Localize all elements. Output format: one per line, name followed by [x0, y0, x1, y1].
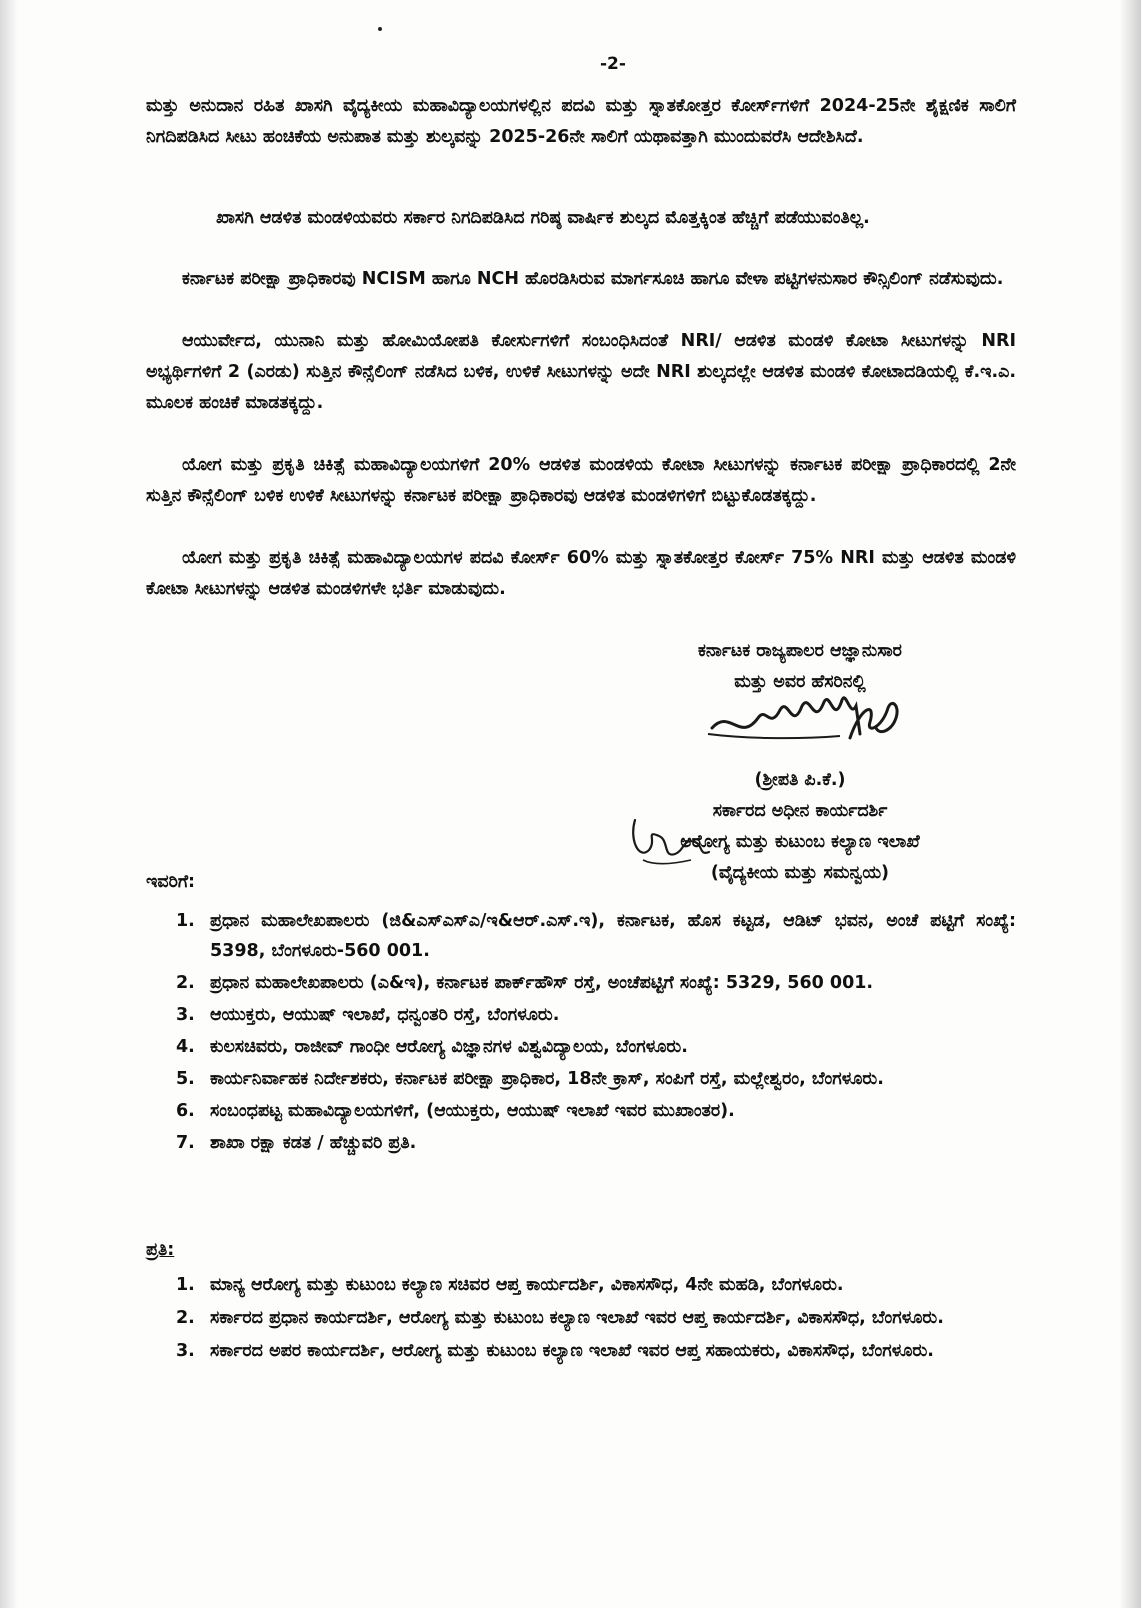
signatory-designation: ಸರ್ಕಾರದ ಅಧೀನ ಕಾರ್ಯದರ್ಶಿ: [712, 801, 888, 821]
copy-item: [176, 1336, 1016, 1366]
item-number: 5.: [176, 1069, 195, 1089]
copy-to-list: [176, 1270, 1016, 1369]
item-text: ಸಂಬಂಧಪಟ್ಟ ಮಹಾವಿದ್ಯಾಲಯಗಳಿಗೆ, (ಆಯುಕ್ತರು, ಆಯುಷ್ ಇಲಾಖೆ ಇವರ ಮುಖಾಂತರ).: [210, 1101, 735, 1121]
item-text: ಶಾಖಾ ರಕ್ಷಾ ಕಡತ / ಹೆಚ್ಚುವರಿ ಪ್ರತಿ.: [210, 1133, 417, 1153]
recipient-item: [176, 968, 1016, 998]
order-line-2: ಮತ್ತು ಅವರ ಹೆಸರಿನಲ್ಲಿ: [734, 672, 866, 692]
page-edge-shadow-right: [1119, 0, 1141, 1608]
paragraph-fee-continuation: ಮತ್ತು ಅನುದಾನ ರಹಿತ ಖಾಸಗಿ ವೈದ್ಯಕೀಯ ಮಹಾವಿದ್ಯಾಲಯಗಳಲ್ಲಿನ ಪದವಿ ಮತ್ತು ಸ್ನಾತಕೋತ್ತರ ಕೋರ್ಸ್‌ಗಳಿಗೆ 2024-25ನೇ ಶೈಕ್ಷಣಿಕ ಸಾಲಿಗೆ ನಿಗದಿಪಡಿಸಿದ ಸೀಟು ಹಂಚಿಕೆಯ ಅನುಪಾತ ಮತ್ತು ಶುಲ್ಕವನ್ನು 2025-26ನೇ ಸಾಲಿಗೆ ಯಥಾವತ್ತಾಗಿ ಮುಂದುವರೆಸಿ ಆದೇಶಿಸಿದೆ.: [146, 96, 1016, 147]
item-number: 7.: [176, 1133, 195, 1153]
item-text: ಸರ್ಕಾರದ ಪ್ರಧಾನ ಕಾರ್ಯದರ್ಶಿ, ಆರೋಗ್ಯ ಮತ್ತು ಕುಟುಂಬ ಕಲ್ಯಾಣ ಇಲಾಖೆ ಇವರ ಆಪ್ತ ಕಾರ್ಯದರ್ಶಿ, ವಿಕಾಸಸೌಧ, ಬೆಂಗಳೂರು.: [210, 1308, 944, 1328]
initials-scribble: [625, 810, 715, 870]
recipient-item: [176, 1096, 1016, 1126]
scan-speck: [378, 27, 382, 31]
item-number: 3.: [176, 1341, 195, 1361]
signatory-section: (ವೈದ್ಯಕೀಯ ಮತ್ತು ಸಮನ್ವಯ): [710, 863, 890, 883]
paragraph-max-fee: ಖಾಸಗಿ ಆಡಳಿತ ಮಂಡಳಿಯವರು ಸರ್ಕಾರ ನಿಗದಿಪಡಿಸಿದ ಗರಿಷ್ಠ ವಾರ್ಷಿಕ ಶುಲ್ಕದ ಮೊತ್ತಕ್ಕಿಂತ ಹೆಚ್ಚಿಗೆ ಪಡೆಯುವಂತಿಲ್ಲ.: [216, 208, 870, 228]
recipient-item: [176, 1064, 1016, 1094]
item-number: 4.: [176, 1037, 195, 1057]
recipient-item: [176, 1032, 1016, 1062]
paragraph-yoga-pg-quota: ಯೋಗ ಮತ್ತು ಪ್ರಕೃತಿ ಚಿಕಿತ್ಸೆ ಮಹಾವಿದ್ಯಾಲಯಗಳ ಪದವಿ ಕೋರ್ಸ್ 60% ಮತ್ತು ಸ್ನಾತಕೋತ್ತರ ಕೋರ್ಸ್ 75% NRI ಮತ್ತು ಆಡಳಿತ ಮಂಡಳಿ ಕೋಟಾ ಸೀಟುಗಳನ್ನು ಆಡಳಿತ ಮಂಡಳಿಗಳೇ ಭರ್ತಿ ಮಾಡುವುದು.: [146, 548, 1016, 599]
recipient-item: [176, 1128, 1016, 1158]
page-number: -2-: [600, 54, 626, 74]
paragraph-nri-seats: ಆಯುರ್ವೇದ, ಯುನಾನಿ ಮತ್ತು ಹೋಮಿಯೋಪತಿ ಕೋರ್ಸುಗಳಿಗೆ ಸಂಬಂಧಿಸಿದಂತೆ NRI/ ಆಡಳಿತ ಮಂಡಳಿ ಕೋಟಾ ಸೀಟುಗಳನ್ನು NRI ಅಭ್ಯರ್ಥಿಗಳಿಗೆ 2 (ಎರಡು) ಸುತ್ತಿನ ಕೌನ್ಸೆಲಿಂಗ್ ನಡೆಸಿದ ಬಳಿಕ, ಉಳಿಕೆ ಸೀಟುಗಳನ್ನು ಅದೇ NRI ಶುಲ್ಕದಲ್ಲೇ ಆಡಳಿತ ಮಂಡಳಿ ಕೋಟಾದಡಿಯಲ್ಲಿ ಕೆ.ಇ.ಎ. ಮೂಲಕ ಹಂಚಿಕೆ ಮಾಡತಕ್ಕದ್ದು.: [146, 331, 1016, 413]
recipients-heading: ಇವರಿಗೆ:: [146, 872, 196, 892]
signatory-name: (ಶ್ರೀಪತಿ ಪಿ.ಕೆ.): [754, 770, 846, 790]
signatory-department: ಆರೋಗ್ಯ ಮತ್ತು ಕುಟುಂಬ ಕಲ್ಯಾಣ ಇಲಾಖೆ: [680, 832, 920, 852]
recipients-list: [176, 906, 1016, 1160]
paragraph-counselling: ಕರ್ನಾಟಕ ಪರೀಕ್ಷಾ ಪ್ರಾಧಿಕಾರವು NCISM ಹಾಗೂ NCH ಹೊರಡಿಸಿರುವ ಮಾರ್ಗಸೂಚಿ ಹಾಗೂ ವೇಳಾ ಪಟ್ಟಿಗಳನುಸಾರ ಕೌನ್ಸಿಲಿಂಗ್ ನಡೆಸುವುದು.: [182, 269, 1004, 289]
item-text: ಸರ್ಕಾರದ ಅಪರ ಕಾರ್ಯದರ್ಶಿ, ಆರೋಗ್ಯ ಮತ್ತು ಕುಟುಂಬ ಕಲ್ಯಾಣ ಇಲಾಖೆ ಇವರ ಆಪ್ತ ಸಹಾಯಕರು, ವಿಕಾಸಸೌಧ, ಬೆಂಗಳೂರು.: [210, 1341, 934, 1361]
item-text: ಕುಲಸಚಿವರು, ರಾಜೀವ್ ಗಾಂಧೀ ಆರೋಗ್ಯ ವಿಜ್ಞಾನಗಳ ವಿಶ್ವವಿದ್ಯಾಲಯ, ಬೆಂಗಳೂರು.: [210, 1037, 688, 1057]
item-number: 2.: [176, 973, 195, 993]
item-number: 2.: [176, 1308, 195, 1328]
copy-to-heading: ಪ್ರತಿ:: [146, 1240, 175, 1260]
paragraph-yoga-management-quota: ಯೋಗ ಮತ್ತು ಪ್ರಕೃತಿ ಚಿಕಿತ್ಸೆ ಮಹಾವಿದ್ಯಾಲಯಗಳಿಗೆ 20% ಆಡಳಿತ ಮಂಡಳಿಯ ಕೋಟಾ ಸೀಟುಗಳನ್ನು ಕರ್ನಾಟಕ ಪರೀಕ್ಷಾ ಪ್ರಾಧಿಕಾರದಲ್ಲಿ 2ನೇ ಸುತ್ತಿನ ಕೌನ್ಸೆಲಿಂಗ್ ಬಳಿಕ ಉಳಿಕೆ ಸೀಟುಗಳನ್ನು ಕರ್ನಾಟಕ ಪರೀಕ್ಷಾ ಪ್ರಾಧಿಕಾರವು ಆಡಳಿತ ಮಂಡಳಿಗಳಿಗೆ ಬಿಟ್ಟುಕೊಡತಕ್ಕದ್ದು.: [146, 455, 1016, 506]
item-text: ಪ್ರಧಾನ ಮಹಾಲೇಖಪಾಲರು (ಜಿ&ಎಸ್‌ಎಸ್‌ಎ/ಇ&ಆರ್.ಎಸ್.ಇ), ಕರ್ನಾಟಕ, ಹೊಸ ಕಟ್ಟಡ, ಆಡಿಟ್ ಭವನ, ಅಂಚೆ ಪಟ್ಟಿಗೆ ಸಂಖ್ಯೆ: 5398, ಬೆಂಗಳೂರು-560 001.: [210, 911, 1016, 961]
copy-item: [176, 1303, 1016, 1333]
item-text: ಪ್ರಧಾನ ಮಹಾಲೇಖಪಾಲರು (ಎ&ಇ), ಕರ್ನಾಟಕ ಪಾರ್ಕ್‌ಹೌಸ್ ರಸ್ತೆ, ಅಂಚೆಪಟ್ಟಿಗೆ ಸಂಖ್ಯೆ: 5329, 560 001.: [210, 973, 874, 993]
item-number: 3.: [176, 1005, 195, 1025]
item-text: ಆಯುಕ್ತರು, ಆಯುಷ್ ಇಲಾಖೆ, ಧನ್ವಂತರಿ ರಸ್ತೆ, ಬೆಂಗಳೂರು.: [210, 1005, 560, 1025]
item-number: 1.: [176, 1275, 195, 1295]
item-text: ಮಾನ್ಯ ಆರೋಗ್ಯ ಮತ್ತು ಕುಟುಂಬ ಕಲ್ಯಾಣ ಸಚಿವರ ಆಪ್ತ ಕಾರ್ಯದರ್ಶಿ, ವಿಕಾಸಸೌಧ, 4ನೇ ಮಹಡಿ, ಬೆಂಗಳೂರು.: [210, 1275, 844, 1295]
signature-image: [700, 688, 910, 750]
order-line-1: ಕರ್ನಾಟಕ ರಾಜ್ಯಪಾಲರ ಆಜ್ಞಾನುಸಾರ: [698, 641, 902, 661]
item-text: ಕಾರ್ಯನಿರ್ವಾಹಕ ನಿರ್ದೇಶಕರು, ಕರ್ನಾಟಕ ಪರೀಕ್ಷಾ ಪ್ರಾಧಿಕಾರ, 18ನೇ ಕ್ರಾಸ್, ಸಂಪಿಗೆ ರಸ್ತೆ, ಮಲ್ಲೇಶ್ವರಂ, ಬೆಂಗಳೂರು.: [210, 1069, 884, 1089]
recipient-item: [176, 906, 1016, 966]
item-number: 6.: [176, 1101, 195, 1121]
item-number: 1.: [176, 911, 195, 931]
copy-item: [176, 1270, 1016, 1300]
recipient-item: [176, 1000, 1016, 1030]
page-edge-shadow-left: [0, 0, 18, 1608]
